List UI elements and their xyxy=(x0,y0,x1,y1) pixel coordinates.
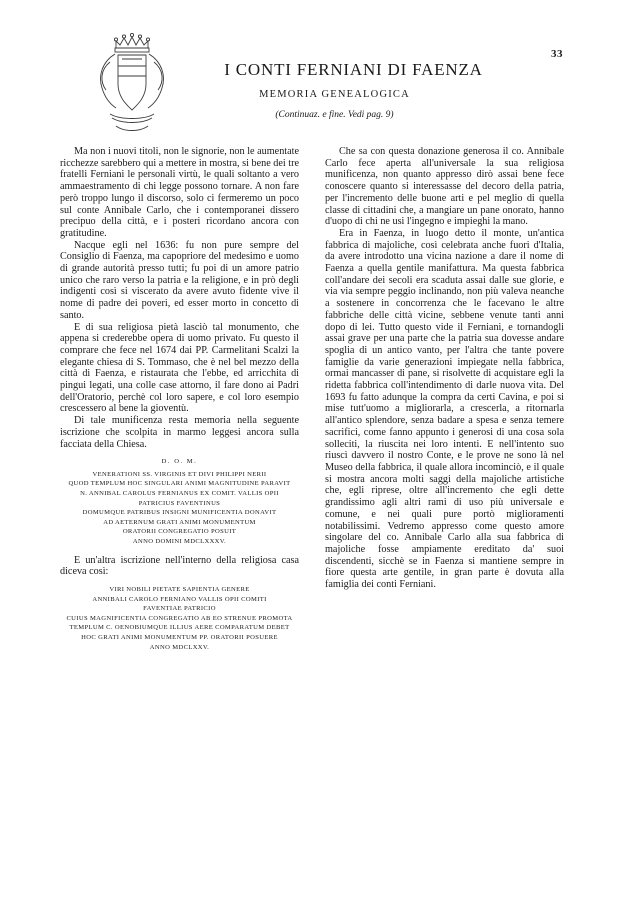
inscription-line: DOMUMQUE PATRIBUS INSIGNI MUNIFICENTIA DONAVIT xyxy=(82,509,277,517)
inscription-line: ANNIBALI CAROLO FERNIANO VALLIS OPII COMITI xyxy=(92,595,267,603)
inscription-line: VENERATIONI SS. VIRGINIS ET DIVI PHILIPPI NERII xyxy=(92,470,267,478)
inscription-line: CUIUS MAGNIFICENTIA CONGREGATIO AB EO STRENUE PROMOTA xyxy=(66,614,293,622)
inscription-line: QUOD TEMPLUM HOC SINGULARI ANIMI MAGNITUDINE PARAVIT xyxy=(68,480,291,488)
inscription-block-facade xyxy=(60,457,299,546)
paragraph: E di sua religiosa pietà lasciò tal monumento, che appena si crederebbe opera di uomo privato. Fu questo il comprare che fece nel 1674 dai PP. Carmelitani Scalzi la elegante chiesa di S. Tommaso, che è nel bel mezzo della città di Faenza, e ristaurata che l'ebbe, ed arricchita di pingui legati, una colle case attorno, il fare dono ai Padri dell'Oratorio, perchè col loro sapere, e col loro esempio crescessero al bene la gioventù. xyxy=(60,321,299,415)
inscription-line: VIRI NOBILI PIETATE SAPIENTIA GENERE xyxy=(109,586,250,594)
page-title: I CONTI FERNIANI DI FAENZA xyxy=(224,60,483,79)
inscription-line: TEMPLUM C. OENOBIUMQUE ILLIUS AERE COMPARATUM DEBET xyxy=(69,624,290,632)
inscription-line: FAVENTIAE PATRICIO xyxy=(143,605,216,613)
inscription-line: ORATORII CONGREGATIO POSUIT xyxy=(122,528,237,536)
inscription-line: AD AETERNUM GRATI ANIMI MONUMENTUM xyxy=(103,518,256,526)
inscription-block-interior xyxy=(60,585,299,652)
paragraph: Nacque egli nel 1636: fu non pure sempre del Consiglio di Faenza, ma capopriore del medesimo e uomo di grande autorità presso tutti; fu poi di un amore patrio unico che raro verso la patria e la religione, e in prò degli indigenti così si viscerato da avere avuto fidente vive il nome di padre dei poveri, ed esser morto in concetto di santo. xyxy=(60,239,299,321)
inscription-line: PATRICIUS FAVENTINUS xyxy=(138,499,221,507)
paragraph: Di tale munificenza resta memoria nella seguente iscrizione che scolpita in marmo leggesi ancora sulla facciata della Chiesa. xyxy=(60,415,299,450)
paragraph: Che sa con questa donazione generosa il co. Annibale Carlo fece aperta all'universale la sua religiosa munificenza, non quanto appresso dirò assai bene fece conoscere quanto si interessasse del decoro della patria, per l'incremento delle buone arti e pel meglio di quella classe di cittadini che, a mangiare un pane onorato, hanno d'uopo di chi ne usi l'ingegno e impieghi la mano. xyxy=(325,146,564,228)
page-subtitle: MEMORIA GENEALOGICA xyxy=(259,89,410,100)
inscription-heading: D. O. M. xyxy=(161,458,198,466)
inscription-line: ANNO MDCLXXV. xyxy=(149,643,210,651)
page-number: 33 xyxy=(551,48,563,60)
inscription-line: HOC GRATI ANIMI MONUMENTUM PP. ORATORII POSUERE xyxy=(81,634,278,641)
left-column xyxy=(60,146,299,652)
paragraph: E un'altra iscrizione nell'interno della religiosa casa diceva così: xyxy=(60,554,299,578)
continuation-note: (Continuaz. e fine. Vedi pag. 9) xyxy=(275,110,394,120)
inscription-line: N. ANNIBAL CAROLUS FERNIANUS EX COMIT. VALLIS OPII xyxy=(80,490,279,498)
heraldic-crest-icon xyxy=(86,22,178,140)
right-column xyxy=(325,146,564,652)
paragraph: Ma non i nuovi titoli, non le signorie, non le aumentate ricchezze sarebbero qui a mettere in mostra, si bene dei tre fratelli Ferniani le personali virtù, le quali soltanto a vero ammaestramento di chi legge possono tornare. A non fare però troppo lungo il discorso, solo ci fermeremo un poco sul conte Annibale Carlo, che i contemporanei dissero precipuo della città, e i posteri ricordano ancora con gratitudine. xyxy=(60,146,300,239)
inscription-line: ANNO DOMINI MDCLXXXV. xyxy=(132,538,227,546)
paragraph: Era in Faenza, in luogo detto il monte, un'antica fabbrica di majoliche, così celebrata anche fuori d'Italia, da avere introdotto una vicina nazione a dare il nome di Faenza a quella gentile manifattura. Ma questa fabbrica coll'andare dei secoli era scaduta assai dalle sue glorie, e via via sempre peggio inclinando, non più valeva neanche a sostenere in concorrenza che le facevano le altre fabbriche delle città vicine, sebbene venute tanti anni dopo di lei. Tutto questo vide il Ferniani, e tornandogli assai grave per una parte che la patria sua dovesse andare spoglia di un antico vanto, per l'altra che tante povere famiglie da varie generazioni impiegate nella fabbrica, ormai mancasser di pane, si risolvette di acquistare egli la ridetta fabbrica coll'intendimento di darle nuova vita. Del 1693 fu fatto adunque la compra da certi Cavina, e poi si mise tutt'uomo a migliorarla, a crescerla, a ritornarla all'antico splendore, senza badare a spesa e senza temere sacrifici, come fanno appunto i generosi di una cosa sola solleciti, la riuscita nei loro intenti. E nell'intento suo riuscì davvero il nostro Conte, e le prove ne sono là nel Museo della fabbrica, il quale allora incominciò, e il quale si mostra ancora molti saggi della majoliche artistiche che, egli riprese, oltre all'incremento che egli dette grandissimo agli altri rami di uso più universale e comune, e nei quali pure portò miglioramenti notabilissimi. Vedremo appresso come questo amore singolare del co. Annibale Carlo alla sua fabbrica di majoliche fosse ampiamente ereditato da' suoi discendenti, sicchè se in Faenza si mantiene sempre in fiore questa arte gentile, in gran parte è dovuta alla famiglia dei conti Ferniani. xyxy=(325,227,564,591)
two-column-body xyxy=(60,146,564,652)
